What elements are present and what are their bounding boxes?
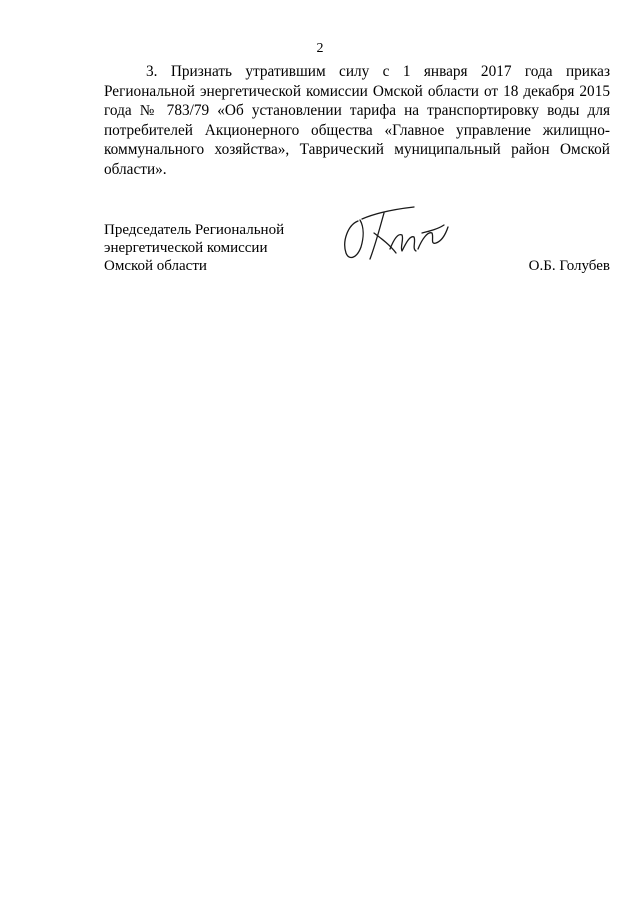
page-number: 2: [316, 41, 324, 56]
signer-title-line: Председатель Региональной: [104, 222, 285, 238]
signer-title-line: энергетической комиссии: [104, 240, 268, 256]
signer-name: О.Б. Голубев: [528, 258, 610, 274]
body-paragraph: 3. Признать утратившим силу с 1 января 2017 года приказ Региональной энергетической комиссии Омской области от 18 декабря 2015 года № 783/79 «Об установлении тарифа на транспортировку воды для потребителей Акционерного общества «Главное управление жилищно-коммунального хозяйства», Таврический муниципальный район Омской области».: [104, 63, 610, 178]
signer-title: [104, 221, 324, 275]
handwritten-signature: [340, 203, 455, 267]
signer-title-line: Омской области: [104, 258, 207, 274]
